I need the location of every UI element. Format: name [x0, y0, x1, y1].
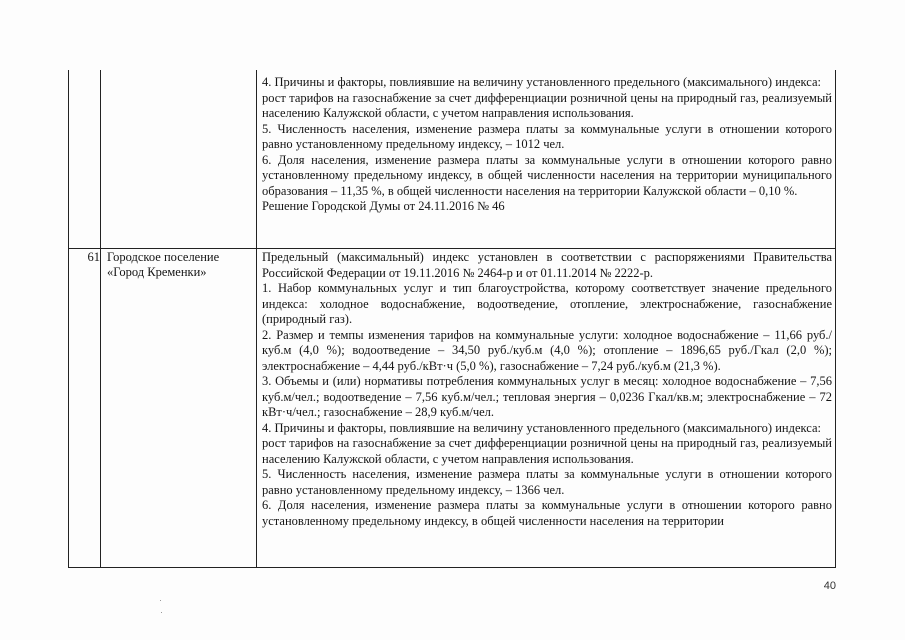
paragraph-factors-text: рост тарифов на газоснабжение за счет дифференциации розничной цены на природный газ, реализуемый населению Калужской области, с учетом направления использования. — [262, 436, 832, 466]
scan-speck — [161, 612, 162, 613]
row-61-content — [262, 250, 832, 529]
scan-speck — [160, 600, 161, 601]
paragraph-consumption: 3. Объемы и (или) нормативы потребления коммунальных услуг в месяц: холодное водоснабжение – 7,56 куб.м/чел.; водоотведение – 7,56 куб.м/чел.; тепловая энергия – 0,0236 Гкал/кв.м; электроснабжение – 72 кВт·ч/чел.; газоснабжение – 28,9 куб.м/чел. — [262, 374, 832, 419]
paragraph-population-share: 6. Доля населения, изменение размера платы за коммунальные услуги в отношении которого равно установленному предельному индексу, в общей численности населения на территории муниципального образования – 11,35 %, в общей численности населения на территории Калужской области – 0,10 %. — [262, 152, 832, 198]
paragraph-tariffs: 2. Размер и темпы изменения тарифов на коммунальные услуги: холодное водоснабжение – 11,66 руб./куб.м (4,0 %); водоотведение – 34,50 руб./куб.м (4,0 %); отопление – 1896,65 руб./Гкал (2,0 %); электроснабжение – 4,44 руб./кВт·ч (5,0 %), газоснабжение – 7,24 руб./куб.м (21,3 %). — [262, 327, 832, 373]
page-number: 40 — [823, 580, 836, 592]
column-divider-name — [256, 70, 257, 567]
paragraph-factors-text: рост тарифов на газоснабжение за счет дифференциации розничной цены на природный газ, реализуемый населению Калужской области, с учетом направления использования. — [262, 90, 832, 120]
previous-row-content — [262, 75, 832, 215]
paragraph-factors-header: 4. Причины и факторы, повлиявшие на величину установленного предельного (максимального) индекса: — [262, 420, 821, 435]
paragraph-population: 5. Численность населения, изменение размера платы за коммунальные услуги в отношении которого равно установленному предельному индексу, – 1366 чел. — [262, 467, 832, 497]
row-divider — [69, 248, 835, 249]
column-divider-number — [100, 70, 101, 567]
paragraph-index-basis: Предельный (максимальный) индекс установлен в соответствии с распоряжениями Правительства Российской Федерации от 19.11.2016 № 2464-р и от 01.11.2014 № 2222-р. — [262, 250, 832, 280]
municipality-name: Городское поселение «Город Кременки» — [107, 250, 220, 280]
paragraph-population-share: 6. Доля населения, изменение размера платы за коммунальные услуги в отношении которого равно установленному предельному индексу, в общей численности населения на территории — [262, 498, 832, 528]
paragraph-decision: Решение Городской Думы от 24.11.2016 № 46 — [262, 199, 505, 213]
row-number: 61 — [87, 250, 100, 264]
paragraph-factors-header: 4. Причины и факторы, повлиявшие на величину установленного предельного (максимального) индекса: — [262, 75, 821, 89]
paragraph-services-set: 1. Набор коммунальных услуг и тип благоустройства, которому соответствует значение предельного индекса: холодное водоснабжение, водоотведение, отопление, электроснабжение, газоснабжение (природный газ). — [262, 281, 832, 326]
paragraph-population: 5. Численность населения, изменение размера платы за коммунальные услуги в отношении которого равно установленному предельному индексу, – 1012 чел. — [262, 121, 832, 151]
